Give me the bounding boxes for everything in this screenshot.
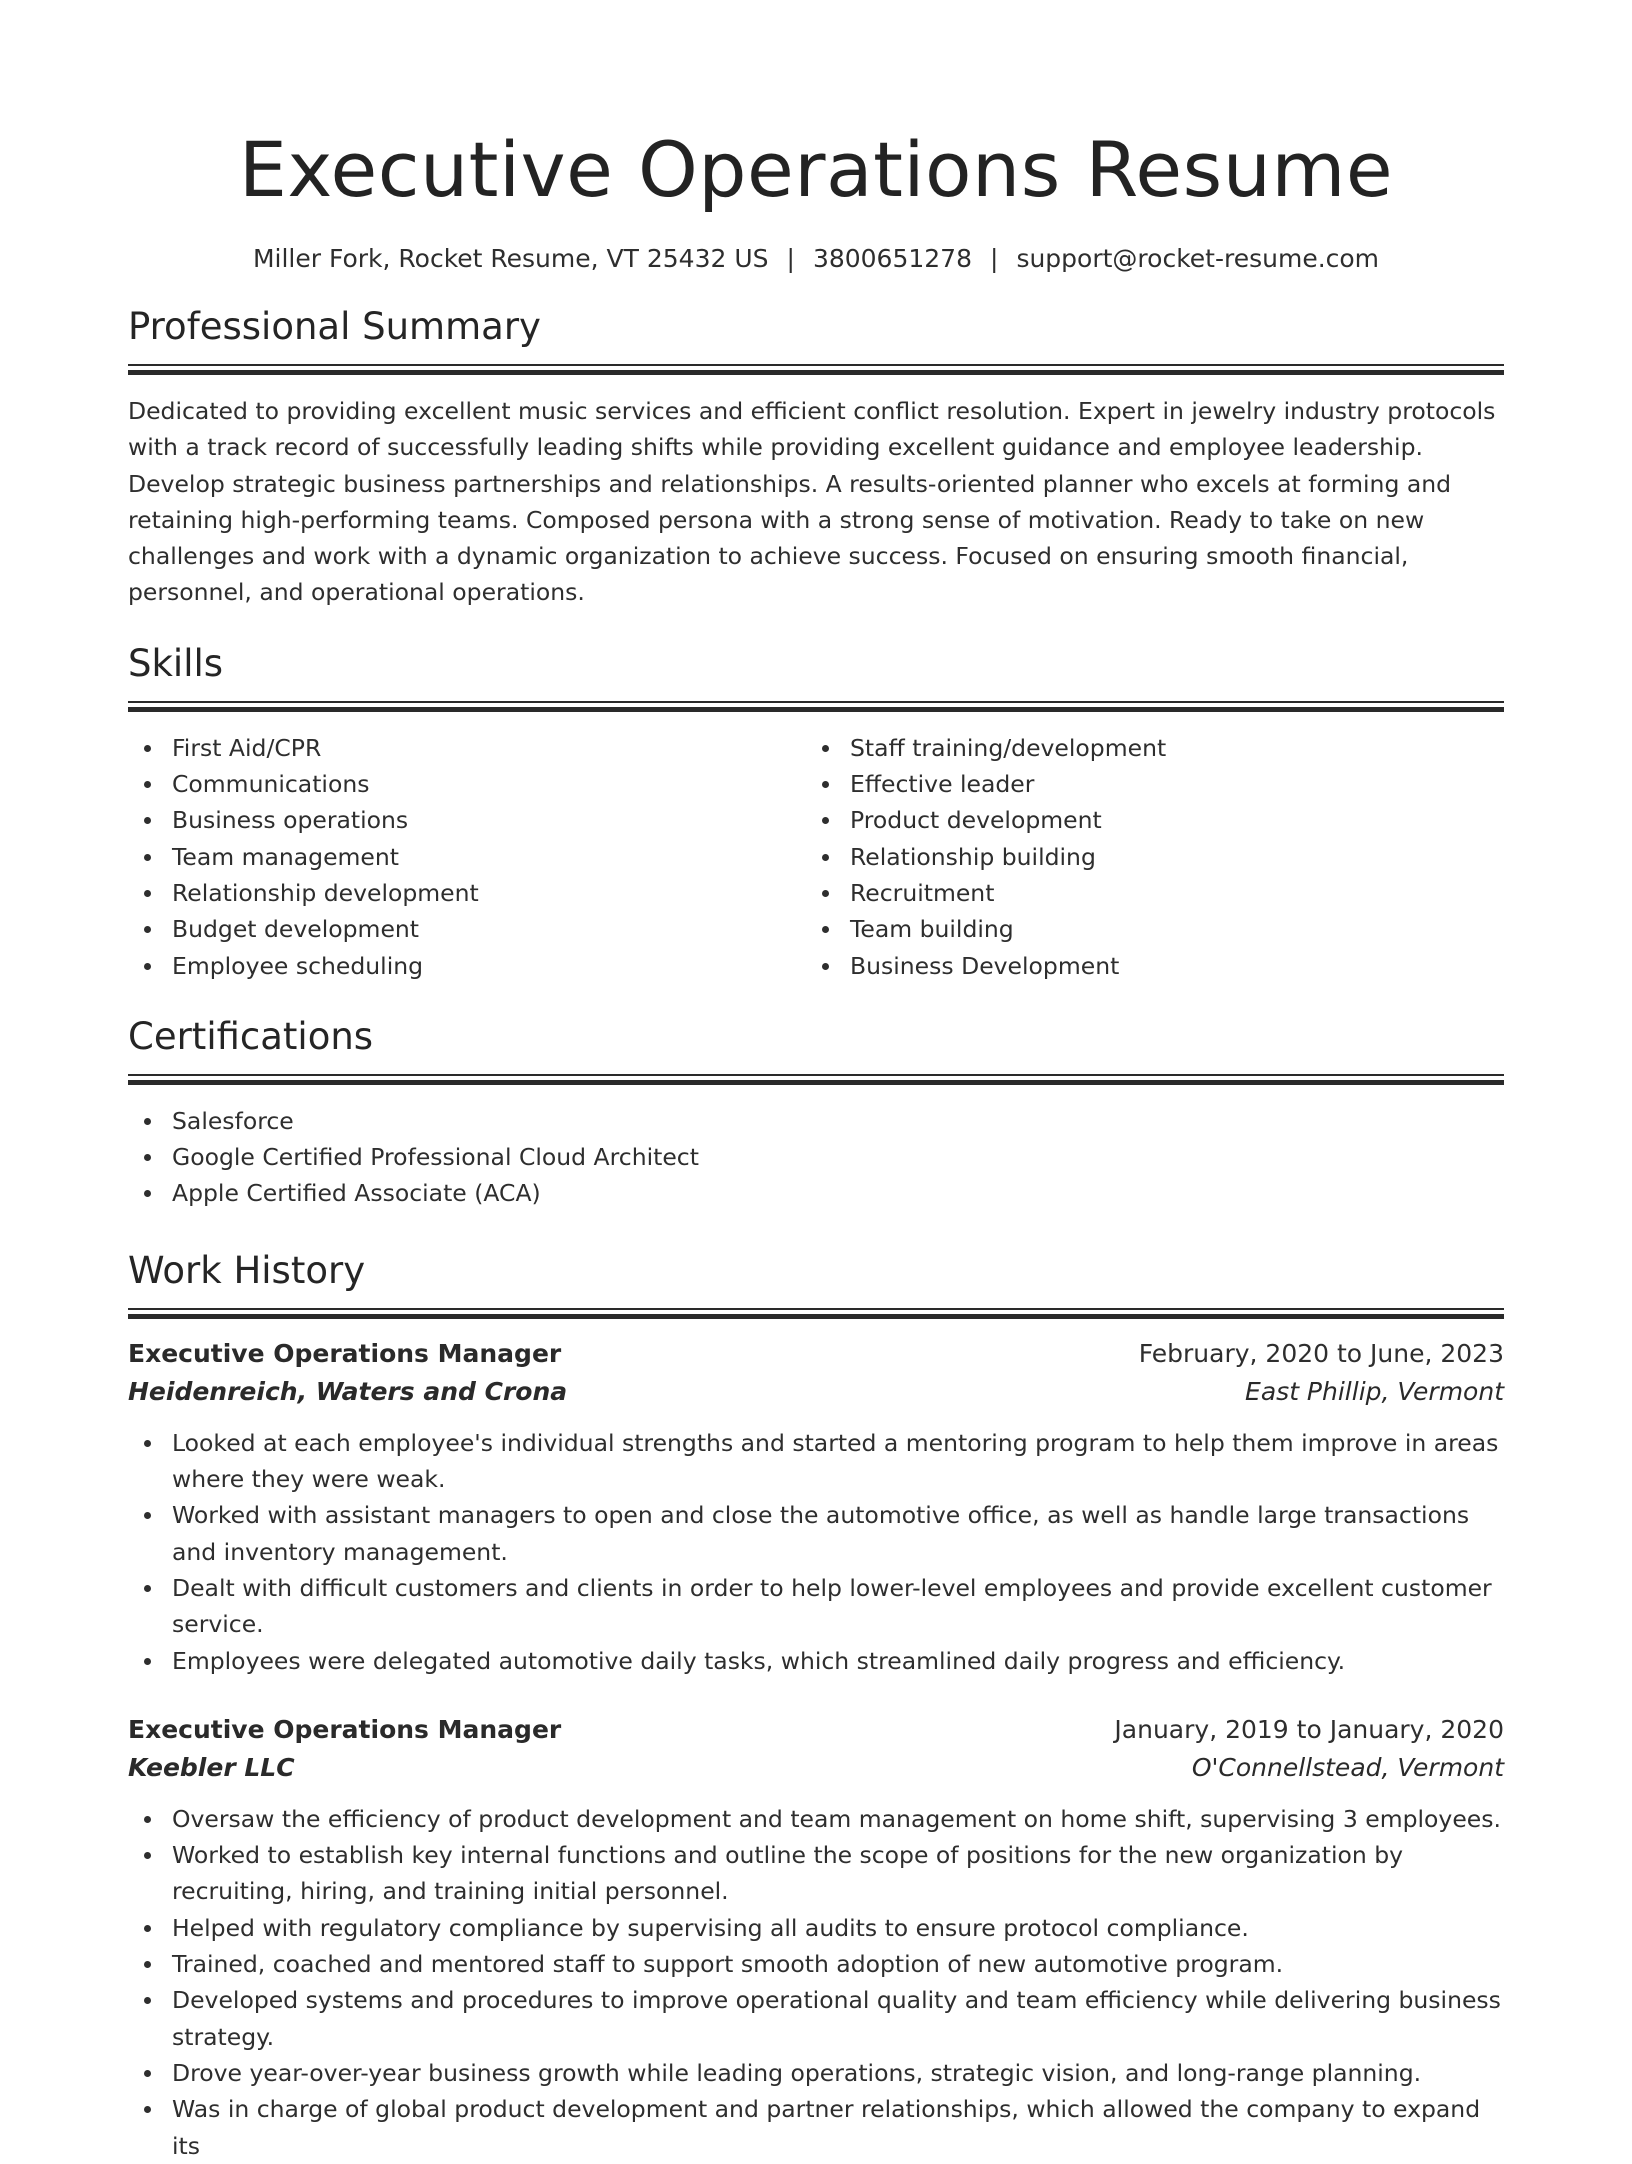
job-title: Executive Operations Manager xyxy=(128,1338,562,1368)
resume-page xyxy=(128,0,1504,2164)
job-title: Executive Operations Manager xyxy=(128,1714,562,1744)
skill-item xyxy=(806,839,1484,875)
bullet-icon xyxy=(144,2106,151,2113)
bullet-icon xyxy=(144,1190,151,1197)
section-divider xyxy=(128,701,1504,712)
bullet-icon xyxy=(144,1997,151,2004)
job-bullets xyxy=(128,1425,1504,1679)
skill-label: Team management xyxy=(172,842,400,871)
job-bullet xyxy=(128,2091,1504,2164)
skill-label: Communications xyxy=(172,770,370,799)
certification-item xyxy=(128,1103,1504,1139)
job-subheader xyxy=(128,1373,1504,1411)
bullet-icon xyxy=(144,1154,151,1161)
job-subheader xyxy=(128,1749,1504,1787)
certifications-section xyxy=(128,1012,1504,1212)
certification-label: Google Certified Professional Cloud Architect xyxy=(172,1143,699,1172)
job-bullet xyxy=(128,1801,1504,1837)
skills-column-right xyxy=(806,730,1484,984)
job-bullet xyxy=(128,1497,1504,1570)
contact-separator: | xyxy=(990,244,999,273)
bullet-icon xyxy=(144,926,151,933)
skill-label: First Aid/CPR xyxy=(172,733,322,762)
job-company: Keebler LLC xyxy=(128,1752,295,1782)
work-history-section xyxy=(128,1246,1504,2164)
skill-item xyxy=(806,730,1484,766)
job-location: O'Connellstead, Vermont xyxy=(1191,1752,1504,1782)
section-title-skills: Skills xyxy=(128,641,224,685)
skill-label: Business Development xyxy=(850,951,1120,980)
bullet-icon xyxy=(144,890,151,897)
job-bullets xyxy=(128,1801,1504,2164)
job-entry xyxy=(128,1335,1504,1679)
job-bullet xyxy=(128,1570,1504,1643)
certification-item xyxy=(128,1139,1504,1175)
skills-section xyxy=(128,639,1504,984)
skill-item xyxy=(806,766,1484,802)
skill-label: Product development xyxy=(850,806,1102,835)
section-divider xyxy=(128,1308,1504,1319)
section-title-work-history: Work History xyxy=(128,1248,366,1292)
contact-separator: | xyxy=(786,244,795,273)
job-bullet-text: Worked with assistant managers to open and close the automotive office, as well as handle large transactions and inventory management. xyxy=(172,1501,1470,1566)
skill-item xyxy=(128,839,806,875)
bullet-icon xyxy=(144,817,151,824)
bullet-icon xyxy=(822,926,829,933)
section-title-certifications: Certifications xyxy=(128,1014,374,1058)
bullet-icon xyxy=(144,2070,151,2077)
bullet-icon xyxy=(822,963,829,970)
bullet-icon xyxy=(822,817,829,824)
section-title-summary: Professional Summary xyxy=(128,305,541,348)
skill-label: Recruitment xyxy=(850,878,995,907)
summary-text: Dedicated to providing excellent music services and efficient conflict resolution. Expert in jewelry industry protocols with a track record of successfully leading shifts while providing excellent guidance and employee leadership. Develop strategic business partnerships and relationships. A results-oriented planner who excels at forming and retaining high-performing teams. Composed persona with a strong sense of motivation. Ready to take on new challenges and work with a dynamic organization to achieve success. Focused on ensuring smooth financial, personnel, and operational operations. xyxy=(128,397,1496,607)
bullet-icon xyxy=(822,854,829,861)
skill-item xyxy=(128,730,806,766)
job-bullet xyxy=(128,1910,1504,1946)
job-bullet-text: Drove year-over-year business growth while leading operations, strategic vision, and long-range planning. xyxy=(172,2058,1422,2087)
job-bullet-text: Worked to establish key internal functions and outline the scope of positions for the new organization by recruiting, hiring, and training initial personnel. xyxy=(172,1841,1404,1906)
job-header xyxy=(128,1711,1504,1749)
skill-item xyxy=(806,802,1484,838)
skill-label: Effective leader xyxy=(850,770,1035,799)
skill-item xyxy=(128,948,806,984)
certification-label: Apple Certified Associate (ACA) xyxy=(172,1179,541,1208)
section-divider xyxy=(128,364,1504,375)
job-bullet xyxy=(128,1643,1504,1679)
bullet-icon xyxy=(144,1585,151,1592)
bullet-icon xyxy=(822,781,829,788)
job-bullet-text: Developed systems and procedures to improve operational quality and team efficiency while delivering business strategy. xyxy=(172,1986,1501,2051)
job-bullet xyxy=(128,2055,1504,2091)
skill-label: Business operations xyxy=(172,806,409,835)
certifications-list xyxy=(128,1103,1504,1212)
summary-section xyxy=(128,302,1504,611)
skill-label: Employee scheduling xyxy=(172,951,424,980)
skill-item xyxy=(128,875,806,911)
bullet-icon xyxy=(822,745,829,752)
bullet-icon xyxy=(144,854,151,861)
bullet-icon xyxy=(144,963,151,970)
job-dates: January, 2019 to January, 2020 xyxy=(1114,1714,1504,1744)
contact-address: Miller Fork, Rocket Resume, VT 25432 US xyxy=(252,244,769,273)
skill-item xyxy=(128,802,806,838)
job-bullet-text: Was in charge of global product development and partner relationships, which allowed the company to expand its xyxy=(172,2095,1481,2160)
bullet-icon xyxy=(144,1118,151,1125)
certification-item xyxy=(128,1175,1504,1211)
skill-item xyxy=(806,948,1484,984)
skill-label: Staff training/development xyxy=(850,733,1167,762)
bullet-icon xyxy=(144,745,151,752)
skills-column-left xyxy=(128,730,806,984)
bullet-icon xyxy=(144,1658,151,1665)
bullet-icon xyxy=(144,1512,151,1519)
job-bullet xyxy=(128,1982,1504,2055)
bullet-icon xyxy=(144,1852,151,1859)
skill-item xyxy=(128,911,806,947)
skill-item xyxy=(806,875,1484,911)
contact-email[interactable]: support@rocket-resume.com xyxy=(1016,244,1380,273)
resume-title: Executive Operations Resume xyxy=(238,125,1394,214)
skills-list-left xyxy=(128,730,806,984)
job-bullet-text: Dealt with difficult customers and clients in order to help lower-level employees and provide excellent customer service. xyxy=(172,1573,1492,1639)
job-bullet-text: Oversaw the efficiency of product development and team management on home shift, supervising 3 employees. xyxy=(172,1804,1501,1833)
job-header xyxy=(128,1335,1504,1373)
bullet-icon xyxy=(144,1961,151,1968)
job-dates: February, 2020 to June, 2023 xyxy=(1138,1338,1504,1368)
job-location: East Phillip, Vermont xyxy=(1245,1376,1504,1406)
skill-item xyxy=(806,911,1484,947)
skills-list-right xyxy=(806,730,1484,984)
job-bullet xyxy=(128,1837,1504,1910)
section-divider xyxy=(128,1074,1504,1085)
job-bullet xyxy=(128,1425,1504,1498)
contact-phone: 3800651278 xyxy=(812,244,972,273)
job-bullet xyxy=(128,1946,1504,1982)
job-bullet-text: Trained, coached and mentored staff to support smooth adoption of new automotive program. xyxy=(172,1950,1284,1979)
contact-line xyxy=(128,242,1504,276)
bullet-icon xyxy=(144,1816,151,1823)
skill-label: Budget development xyxy=(172,915,420,944)
bullet-icon xyxy=(144,781,151,788)
bullet-icon xyxy=(822,890,829,897)
bullet-icon xyxy=(144,1440,151,1447)
skill-item xyxy=(128,766,806,802)
job-bullet-text: Helped with regulatory compliance by supervising all audits to ensure protocol compliance. xyxy=(172,1913,1249,1942)
skills-grid xyxy=(128,730,1504,984)
skill-label: Team building xyxy=(850,915,1014,944)
bullet-icon xyxy=(144,1925,151,1932)
job-entry xyxy=(128,1711,1504,2164)
job-company: Heidenreich, Waters and Crona xyxy=(128,1376,568,1406)
skill-label: Relationship building xyxy=(850,842,1096,871)
job-bullet-text: Looked at each employee's individual strengths and started a mentoring program to help them improve in areas where they were weak. xyxy=(172,1428,1499,1494)
skill-label: Relationship development xyxy=(172,878,479,907)
job-bullet-text: Employees were delegated automotive daily tasks, which streamlined daily progress and efficiency. xyxy=(172,1646,1346,1675)
certification-label: Salesforce xyxy=(172,1106,294,1135)
